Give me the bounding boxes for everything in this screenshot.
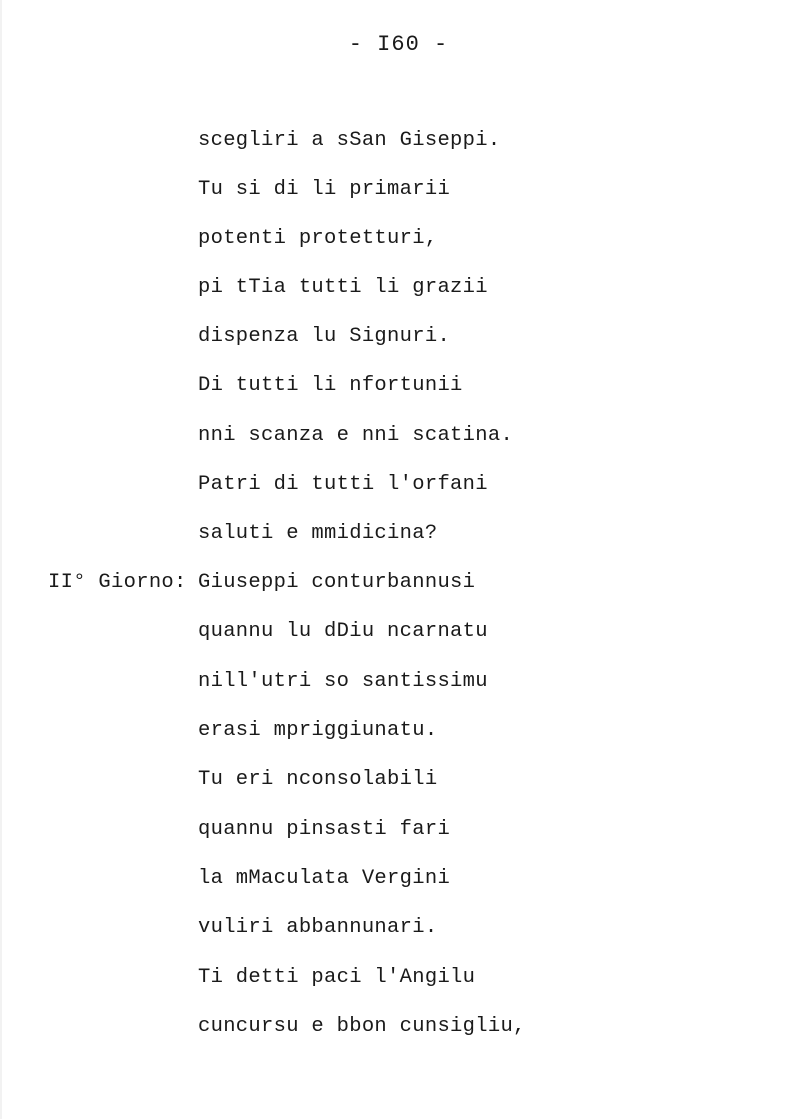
verse-line: quannu lu dDiu ncarnatu — [198, 620, 488, 643]
verse-line: vuliri abbannunari. — [198, 916, 438, 939]
verse-line: dispenza lu Signuri. — [198, 325, 451, 348]
verse-line: quannu pinsasti fari — [198, 818, 451, 841]
verse-line: scegliri a sSan Giseppi. — [198, 129, 501, 152]
verse-line: Tu si di li primarii — [198, 178, 451, 201]
verse-line: Giuseppi conturbannusi — [198, 571, 476, 594]
page-number: - I60 - — [348, 32, 449, 57]
verse-line: Patri di tutti l'orfani — [198, 473, 488, 496]
verse-line: cuncursu e bbon cunsigliu, — [198, 1015, 526, 1038]
verse-line: Di tutti li nfortunii — [198, 374, 463, 397]
verse-line: saluti e mmidicina? — [198, 522, 438, 545]
verse-line: pi tTia tutti li grazii — [198, 276, 488, 299]
verse-line: la mMaculata Vergini — [198, 867, 451, 890]
verse-line: Ti detti paci l'Angilu — [198, 966, 476, 989]
verse-line: nni scanza e nni scatina. — [198, 424, 514, 447]
verse-line: erasi mpriggiunatu. — [198, 719, 438, 742]
verse-line: potenti protetturi, — [198, 227, 438, 250]
scan-edge — [0, 0, 2, 1119]
verse-line: Tu eri nconsolabili — [198, 768, 438, 791]
verse-line: nill'utri so santissimu — [198, 670, 488, 693]
section-label: II° Giorno: — [48, 571, 187, 594]
